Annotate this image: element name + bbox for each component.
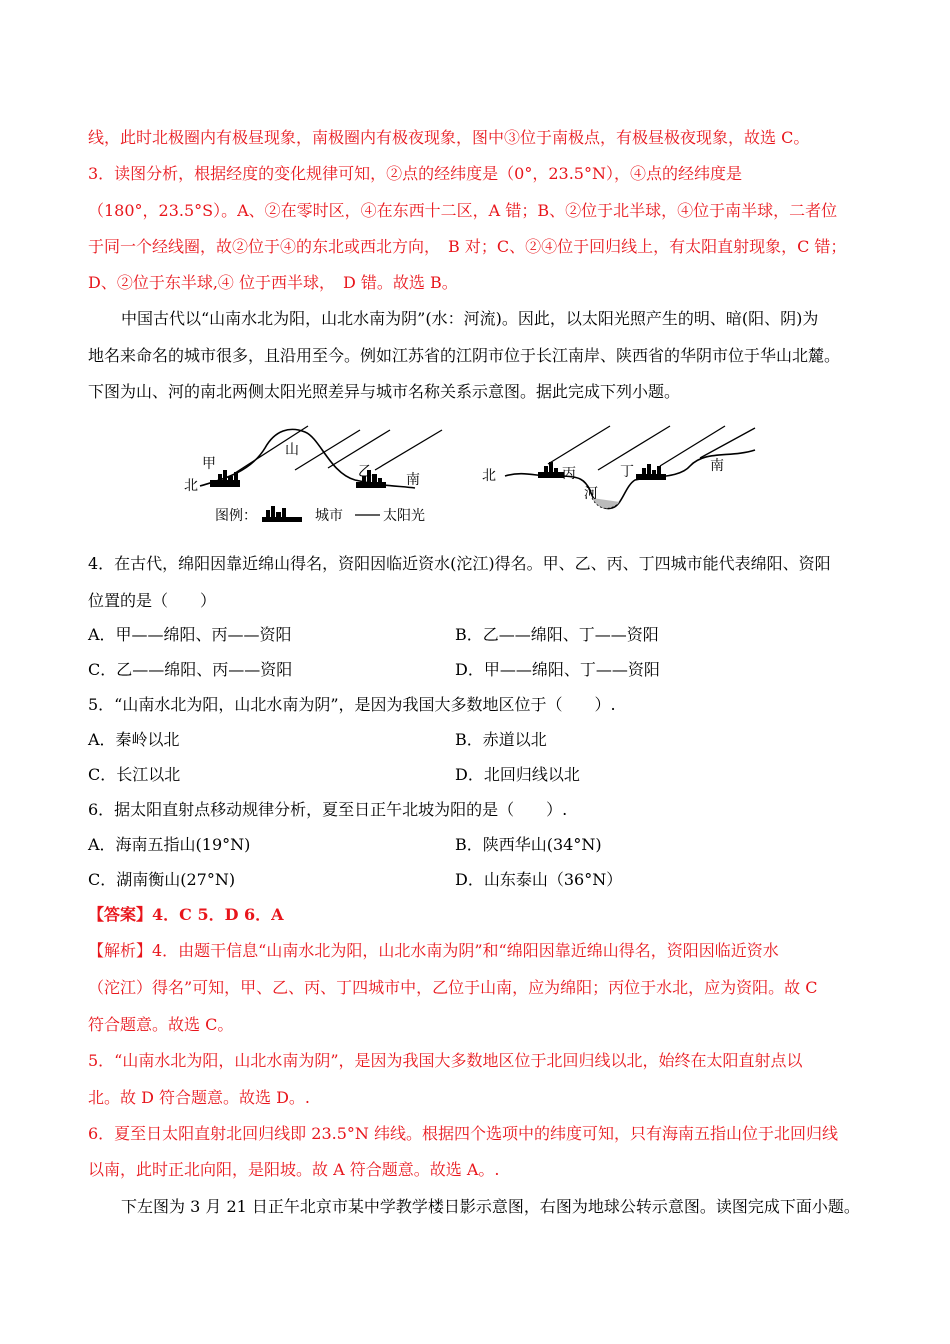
passage-line: 地名来命名的城市很多，且沿用至今。例如江苏省的江阴市位于长江南岸、陕西省的华阴市位于华山北麓。: [88, 346, 841, 365]
legend-sun-label: 太阳光: [383, 508, 425, 524]
question-6-stem: 6．据太阳直射点移动规律分析，夏至日正午北坡为阳的是（ ）.: [88, 800, 568, 819]
explanation-line: （180°，23.5°S）。A、②在零时区，④在东西十二区，A 错；B、②位于北半球，④位于南半球，二者位: [88, 201, 838, 220]
label-north-right: 北: [482, 468, 496, 484]
q6-option-b: B．陕西华山(34°N): [455, 835, 602, 854]
q4-option-b: B．乙——绵阳、丁——资阳: [455, 625, 659, 644]
passage-line: 中国古代以“山南水北为阳，山北水南为阴”(水：河流)。因此，以太阳光照产生的明、暗(阳、阴)为: [121, 309, 819, 328]
q5-option-a: A．秦岭以北: [88, 730, 180, 749]
analysis-line: 6．夏至日太阳直射北回归线即 23.5°N 纬线。根据四个选项中的纬度可知，只有海南五指山位于北回归线: [88, 1124, 838, 1143]
answer-key: 【答案】4．C 5．D 6．A: [88, 905, 284, 924]
label-bing: 丙: [562, 466, 576, 482]
label-ding: 丁: [620, 464, 634, 480]
explanation-line: 于同一个经线圈，故②位于④的东北或西北方向， B 对；C、②④位于回归线上，有太阳直射现象，C 错；: [88, 237, 847, 256]
q5-option-d: D．北回归线以北: [455, 765, 580, 784]
q4-option-a: A．甲——绵阳、丙——资阳: [88, 625, 292, 644]
legend-city-icon: [262, 506, 302, 522]
analysis-line: 北。故 D 符合题意。故选 D。.: [88, 1088, 311, 1107]
next-passage-line: 下左图为 3 月 21 日正午北京市某中学教学楼日影示意图，右图为地球公转示意图。读图完成下面小题。: [121, 1197, 860, 1216]
mountain-river-sunlight-diagram: [180, 418, 760, 528]
question-5-stem: 5．“山南水北为阳，山北水南为阴”，是因为我国大多数地区位于（ ）.: [88, 695, 616, 714]
sun-ray-line: [328, 430, 390, 468]
analysis-line: （沱江）得名”可知，甲、乙、丙、丁四城市中，乙位于山南，应为绵阳；丙位于水北，应为资阳。故 C: [88, 978, 818, 997]
sun-ray-line: [598, 426, 670, 470]
label-north-left: 北: [184, 478, 198, 494]
passage-line: 下图为山、河的南北两侧太阳光照差异与城市名称关系示意图。据此完成下列小题。: [88, 382, 681, 401]
sun-ray-line: [700, 428, 755, 458]
label-jia: 甲: [202, 456, 216, 472]
explanation-line: D、②位于东半球,④ 位于西半球， D 错。故选 B。: [88, 273, 458, 292]
q6-option-d: D．山东泰山（36°N）: [455, 870, 623, 889]
q6-option-a: A．海南五指山(19°N): [88, 835, 251, 854]
analysis-line: 【解析】4．由题干信息“山南水北为阳，山北水南为阴”和“绵阳因靠近绵山得名，资阳因临近资水: [88, 941, 779, 960]
label-mountain: 山: [285, 442, 299, 458]
analysis-line: 以南，此时正北向阳，是阳坡。故 A 符合题意。故选 A。.: [88, 1160, 500, 1179]
city-icon-ding: [636, 464, 666, 480]
explanation-line: 线，此时北极圈内有极昼现象，南极圈内有极夜现象，图中③位于南极点，有极昼极夜现象，故选 C。: [88, 128, 810, 147]
label-yi: 乙: [358, 464, 372, 480]
analysis-line: 符合题意。故选 C。: [88, 1015, 234, 1034]
label-river: 河: [584, 486, 598, 502]
q6-option-c: C．湖南衡山(27°N): [88, 870, 236, 889]
q5-option-c: C．长江以北: [88, 765, 181, 784]
sun-ray-line: [375, 430, 442, 470]
label-south-right: 南: [710, 458, 724, 474]
city-icon-bing: [538, 462, 564, 478]
q5-option-b: B．赤道以北: [455, 730, 547, 749]
q4-option-c: C．乙——绵阳、丙——资阳: [88, 660, 293, 679]
sun-ray-line: [548, 426, 610, 464]
question-4-stem: 位置的是（ ）: [88, 591, 217, 610]
label-south-left: 南: [406, 472, 420, 488]
analysis-line: 5．“山南水北为阳，山北水南为阴”，是因为我国大多数地区位于北回归线以北，始终在太阳直射点以: [88, 1051, 803, 1070]
q4-option-d: D．甲——绵阳、丁——资阳: [455, 660, 660, 679]
legend-title: 图例：: [215, 508, 257, 524]
question-4-stem: 4．在古代，绵阳因靠近绵山得名，资阳因临近资水(沱江)得名。甲、乙、丙、丁四城市能代表绵阳、资阳: [88, 554, 831, 573]
legend-city-label: 城市: [315, 508, 343, 524]
explanation-line: 3．读图分析，根据经度的变化规律可知，②点的经纬度是（0°，23.5°N），④点的经纬度是: [88, 164, 742, 183]
sun-ray-line: [295, 430, 360, 470]
